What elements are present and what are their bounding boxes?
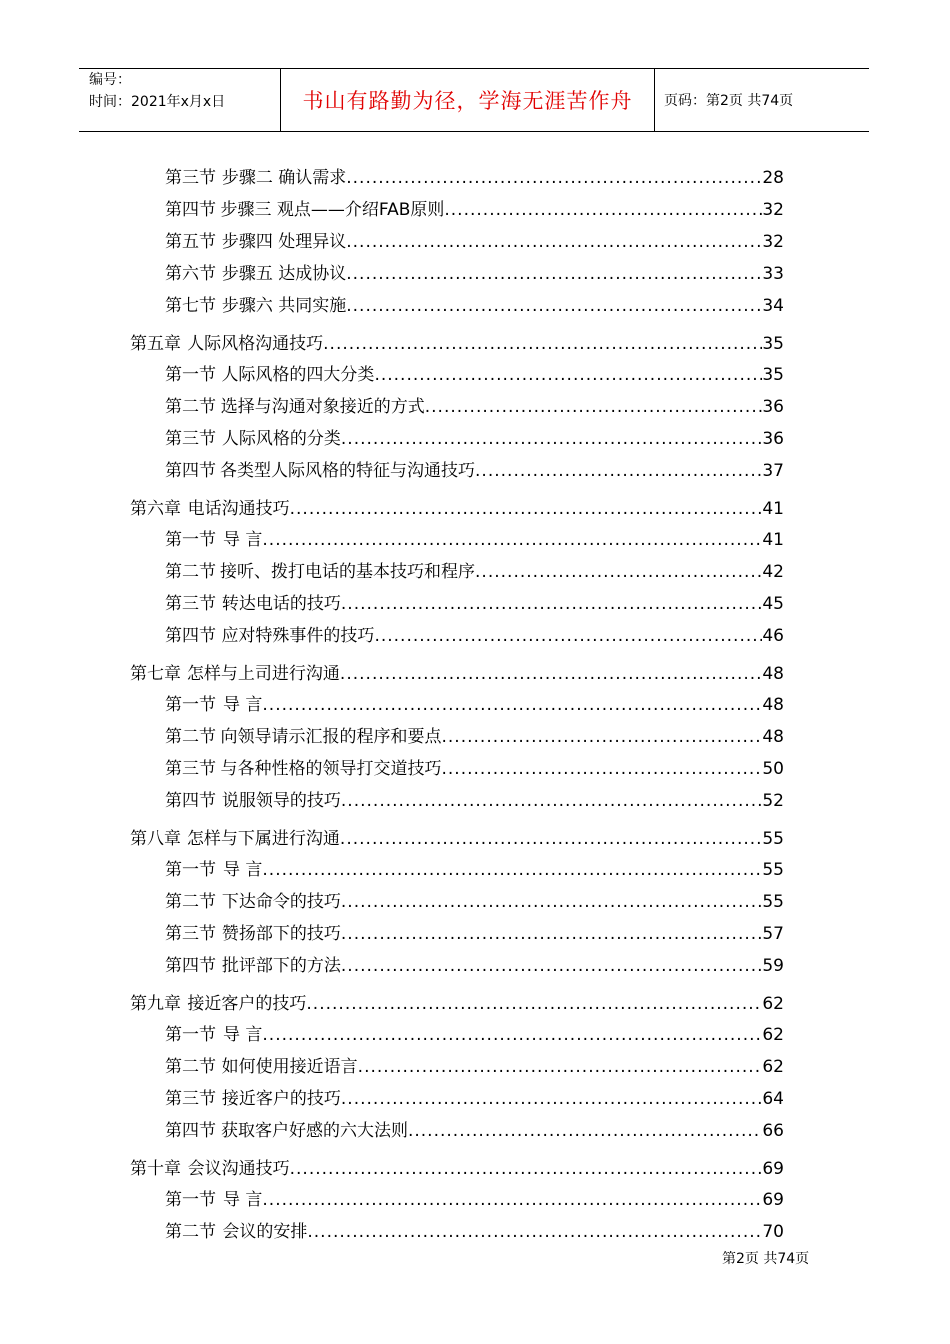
toc-entry-page: 62 [762, 1057, 784, 1077]
toc-entry-number: 第三节 [165, 594, 216, 614]
header-meta [89, 69, 225, 113]
toc-entry-title: 怎样与上司进行沟通 [186, 664, 340, 684]
toc-entry-number: 第九章 [130, 994, 181, 1014]
toc-section-entry[interactable] [165, 690, 784, 715]
toc-section-entry[interactable] [165, 621, 784, 646]
toc-leader-dots [346, 264, 762, 284]
toc-leader-dots [341, 956, 762, 976]
toc-entry-title: 步骤三 观点——介绍FAB原则 [220, 200, 445, 220]
toc-entry-page: 46 [762, 626, 784, 646]
toc-leader-dots [341, 892, 762, 912]
toc-section-entry[interactable] [165, 1185, 784, 1210]
toc-entry-number: 第一节 [165, 530, 216, 550]
toc-leader-dots [346, 232, 762, 252]
toc-leader-dots [306, 994, 762, 1014]
toc-leader-dots [444, 200, 762, 220]
toc-entry-title: 各类型人际风格的特征与沟通技巧 [220, 461, 476, 481]
toc-leader-dots [290, 499, 763, 519]
toc-entry-page: 52 [762, 791, 784, 811]
toc-section-entry[interactable] [165, 1020, 784, 1045]
toc-entry-title: 批评部下的方法 [221, 956, 341, 976]
toc-entry-title: 人际风格的分类 [221, 429, 341, 449]
toc-entry-page: 70 [762, 1222, 784, 1242]
toc-leader-dots [262, 695, 762, 715]
toc-entry-number: 第一节 [165, 860, 216, 880]
toc-entry-page: 69 [762, 1190, 784, 1210]
toc-entry-number: 第三节 [165, 759, 216, 779]
toc-entry-page: 28 [762, 168, 784, 188]
toc-leader-dots [323, 334, 762, 354]
toc-entry-number: 第十章 [130, 1159, 181, 1179]
toc-entry-page: 35 [762, 365, 784, 385]
toc-entry-page: 62 [762, 994, 784, 1014]
toc-section-entry[interactable] [165, 1116, 784, 1141]
toc-entry-title: 步骤四 处理异议 [221, 232, 347, 252]
toc-entry-title: 向领导请示汇报的程序和要点 [220, 727, 442, 747]
toc-entry-page: 48 [762, 727, 784, 747]
toc-leader-dots [374, 626, 762, 646]
toc-entry-number: 第二节 [165, 727, 216, 747]
toc-leader-dots [442, 727, 763, 747]
toc-entry-title: 与各种性格的领导打交道技巧 [220, 759, 442, 779]
toc-entry-page: 41 [762, 530, 784, 550]
toc-entry-title: 应对特殊事件的技巧 [221, 626, 375, 646]
toc-entry-number: 第二节 [165, 562, 216, 582]
toc-leader-dots [358, 1057, 763, 1077]
toc-leader-dots [425, 397, 763, 417]
toc-section-entry[interactable] [165, 1052, 784, 1077]
toc-entry-title: 电话沟通技巧 [187, 499, 290, 519]
toc-entry-page: 48 [762, 695, 784, 715]
toc-section-entry[interactable] [165, 754, 784, 779]
toc-entry-number: 第五章 [130, 334, 181, 354]
toc-section-entry[interactable] [165, 291, 784, 316]
toc-entry-number: 第六章 [130, 499, 181, 519]
toc-entry-page: 55 [762, 860, 784, 880]
toc-entry-number: 第二节 [165, 1222, 216, 1242]
toc-entry-page: 32 [762, 232, 784, 252]
toc-entry-page: 59 [762, 956, 784, 976]
toc-entry-page: 48 [762, 664, 784, 684]
page-footer: 第2页 共74页 [722, 1251, 810, 1267]
toc-entry-page: 34 [762, 296, 784, 316]
toc-leader-dots [340, 664, 762, 684]
toc-entry-page: 57 [762, 924, 784, 944]
toc-section-entry[interactable] [165, 424, 784, 449]
toc-entry-number: 第三节 [165, 1089, 216, 1109]
toc-chapter-entry[interactable] [130, 494, 784, 519]
toc-section-entry[interactable] [165, 1084, 784, 1109]
toc-entry-number: 第八章 [130, 829, 181, 849]
toc-entry-page: 36 [762, 397, 784, 417]
toc-leader-dots [475, 562, 762, 582]
toc-entry-title: 怎样与下属进行沟通 [186, 829, 340, 849]
toc-entry-title: 人际风格沟通技巧 [187, 334, 324, 354]
toc-chapter-entry[interactable] [130, 824, 784, 849]
toc-entry-title: 转达电话的技巧 [221, 594, 341, 614]
toc-section-entry[interactable] [165, 589, 784, 614]
toc-entry-title: 会议沟通技巧 [187, 1159, 290, 1179]
toc-entry-page: 42 [762, 562, 784, 582]
toc-leader-dots [262, 1025, 762, 1045]
toc-entry-title: 说服领导的技巧 [221, 791, 341, 811]
toc-entry-number: 第二节 [165, 1057, 216, 1077]
toc-entry-page: 50 [762, 759, 784, 779]
toc-entry-title: 赞扬部下的技巧 [221, 924, 341, 944]
toc-section-entry[interactable] [165, 887, 784, 912]
toc-entry-title: 接近客户的技巧 [187, 994, 307, 1014]
toc-section-entry[interactable] [165, 195, 784, 220]
toc-chapter-entry[interactable] [130, 1154, 784, 1179]
toc-entry-number: 第四节 [165, 791, 216, 811]
toc-chapter-entry[interactable] [130, 329, 784, 354]
toc-entry-number: 第六节 [165, 264, 216, 284]
toc-section-entry[interactable] [165, 951, 784, 976]
toc-entry-number: 第一节 [165, 365, 216, 385]
toc-leader-dots [262, 860, 762, 880]
toc-leader-dots [341, 1089, 762, 1109]
document-date: 时间：2021年x月x日 [89, 94, 226, 110]
toc-leader-dots [341, 594, 762, 614]
toc-section-entry[interactable] [165, 392, 784, 417]
toc-entry-title: 人际风格的四大分类 [221, 365, 375, 385]
toc-entry-number: 第三节 [165, 168, 216, 188]
toc-entry-page: 35 [762, 334, 784, 354]
toc-entry-number: 第二节 [165, 397, 216, 417]
toc-entry-page: 66 [762, 1121, 784, 1141]
toc-leader-dots [341, 429, 762, 449]
toc-entry-page: 32 [762, 200, 784, 220]
toc-leader-dots [346, 168, 762, 188]
toc-entry-title: 导 言 [223, 530, 263, 550]
header-divider [654, 69, 655, 131]
toc-section-entry[interactable] [165, 456, 784, 481]
toc-section-entry[interactable] [165, 525, 784, 550]
toc-entry-title: 如何使用接近语言 [221, 1057, 358, 1077]
toc-entry-number: 第七节 [165, 296, 216, 316]
toc-leader-dots [307, 1222, 762, 1242]
toc-section-entry[interactable] [165, 557, 784, 582]
toc-leader-dots [290, 1159, 763, 1179]
toc-entry-page: 45 [762, 594, 784, 614]
toc-entry-page: 33 [762, 264, 784, 284]
toc-section-entry[interactable] [165, 360, 784, 385]
toc-section-entry[interactable] [165, 786, 784, 811]
toc-leader-dots [442, 759, 763, 779]
toc-leader-dots [341, 924, 762, 944]
toc-leader-dots [262, 1190, 762, 1210]
header-motto: 书山有路勤为径，学海无涯苦作舟 [302, 89, 633, 113]
toc-section-entry[interactable] [165, 259, 784, 284]
toc-entry-page: 55 [762, 829, 784, 849]
toc-leader-dots [475, 461, 762, 481]
toc-entry-page: 36 [762, 429, 784, 449]
toc-entry-number: 第一节 [165, 1190, 216, 1210]
toc-entry-title: 步骤二 确认需求 [221, 168, 347, 188]
header-page-code: 页码：第2页 共74页 [664, 93, 794, 109]
toc-entry-number: 第四节 [165, 626, 216, 646]
toc-entry-page: 55 [762, 892, 784, 912]
toc-entry-title: 导 言 [223, 1025, 263, 1045]
toc-chapter-entry[interactable] [130, 659, 784, 684]
toc-section-entry[interactable] [165, 1217, 784, 1242]
document-number-label: 编号： [89, 72, 131, 88]
toc-section-entry[interactable] [165, 227, 784, 252]
toc-leader-dots [262, 530, 762, 550]
toc-entry-number: 第五节 [165, 232, 216, 252]
toc-entry-title: 导 言 [223, 1190, 263, 1210]
toc-entry-page: 62 [762, 1025, 784, 1045]
toc-entry-number: 第四节 [165, 1121, 216, 1141]
toc-entry-page: 37 [762, 461, 784, 481]
toc-entry-number: 第七章 [130, 664, 181, 684]
toc-entry-title: 选择与沟通对象接近的方式 [220, 397, 425, 417]
toc-leader-dots [374, 365, 762, 385]
toc-entry-number: 第四节 [165, 461, 216, 481]
toc-entry-page: 69 [762, 1159, 784, 1179]
toc-entry-title: 下达命令的技巧 [221, 892, 341, 912]
toc-entry-number: 第四节 [165, 956, 216, 976]
toc-leader-dots [341, 791, 762, 811]
toc-section-entry[interactable] [165, 855, 784, 880]
toc-entry-number: 第四节 [165, 200, 216, 220]
toc-entry-number: 第三节 [165, 429, 216, 449]
toc-section-entry[interactable] [165, 163, 784, 188]
toc-leader-dots [340, 829, 762, 849]
toc-leader-dots [346, 296, 762, 316]
toc-entry-title: 会议的安排 [222, 1222, 308, 1242]
toc-entry-number: 第二节 [165, 892, 216, 912]
toc-entry-page: 41 [762, 499, 784, 519]
toc-entry-title: 获取客户好感的六大法则 [220, 1121, 408, 1141]
toc-entry-title: 步骤六 共同实施 [221, 296, 347, 316]
toc-entry-number: 第一节 [165, 695, 216, 715]
toc-chapter-entry[interactable] [130, 989, 784, 1014]
toc-leader-dots [408, 1121, 762, 1141]
toc-section-entry[interactable] [165, 919, 784, 944]
page-header [79, 68, 869, 132]
toc-entry-title: 导 言 [223, 860, 263, 880]
toc-entry-number: 第三节 [165, 924, 216, 944]
toc-section-entry[interactable] [165, 722, 784, 747]
toc-entry-page: 64 [762, 1089, 784, 1109]
toc-entry-title: 步骤五 达成协议 [221, 264, 347, 284]
toc-entry-title: 接听、拨打电话的基本技巧和程序 [220, 562, 476, 582]
toc-entry-number: 第一节 [165, 1025, 216, 1045]
toc-entry-title: 接近客户的技巧 [221, 1089, 341, 1109]
toc-entry-title: 导 言 [223, 695, 263, 715]
